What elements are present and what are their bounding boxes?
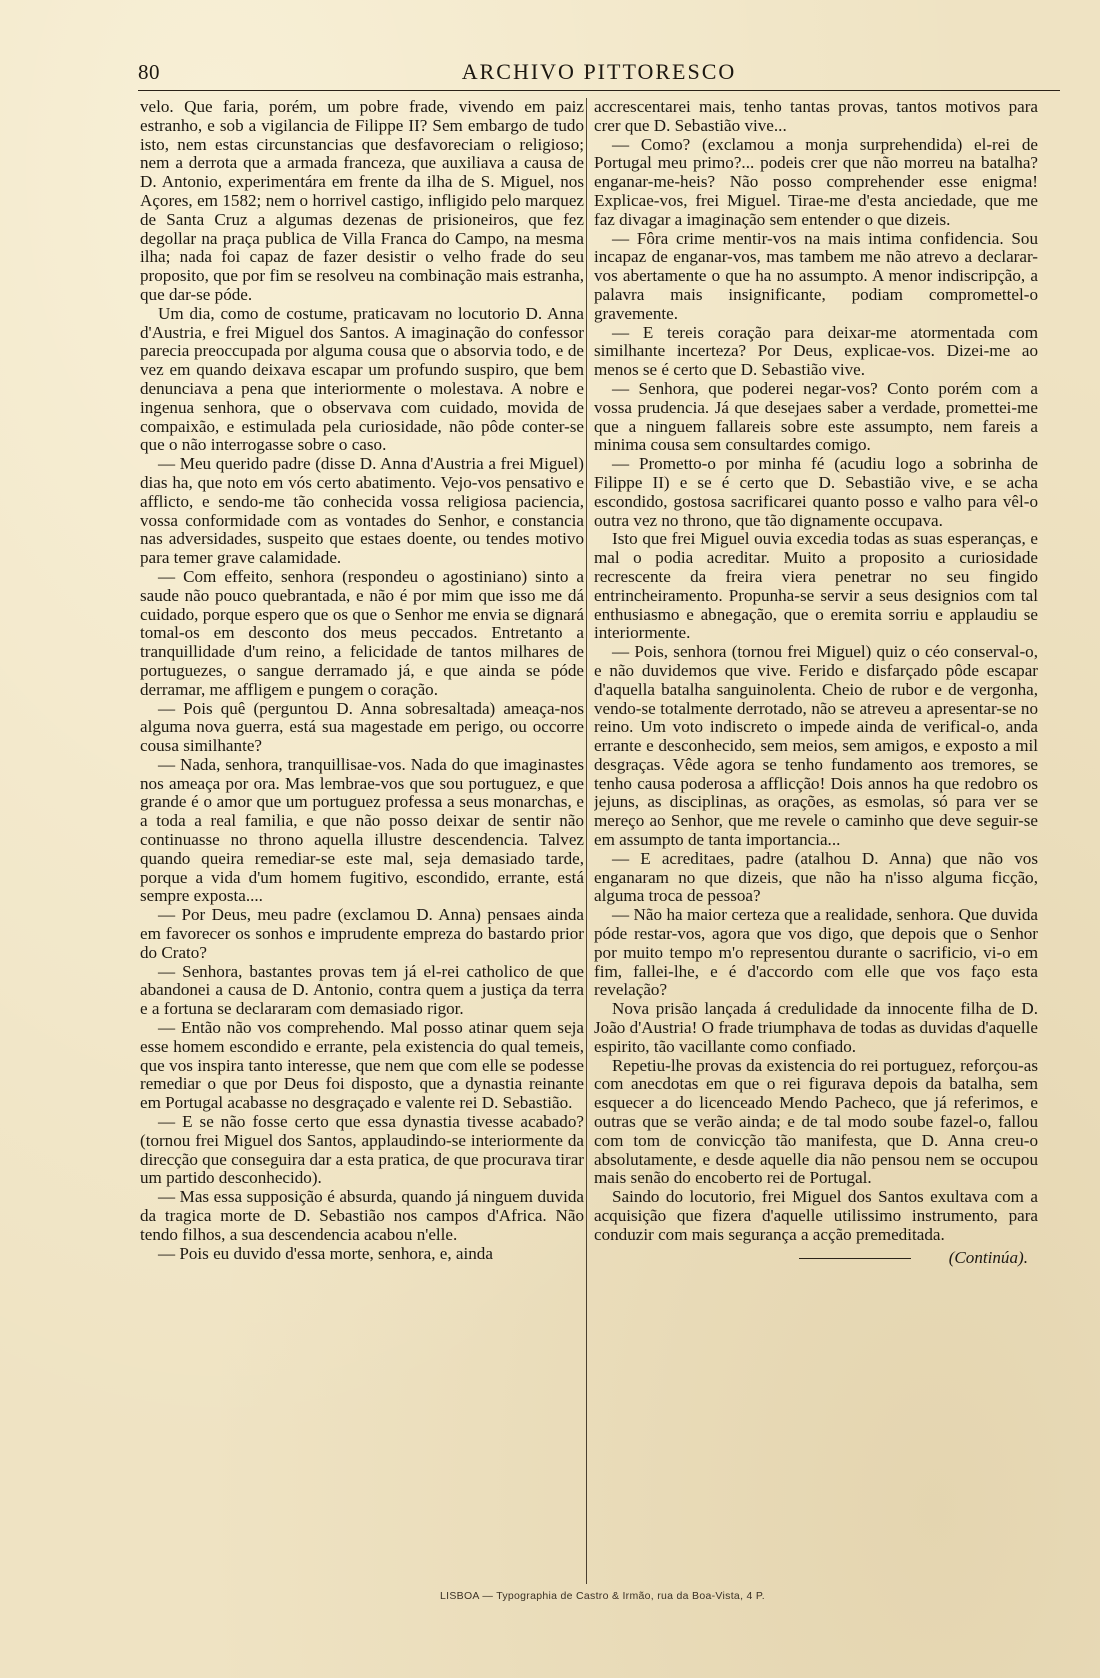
paragraph: — Meu querido padre (disse D. Anna d'Austria a frei Miguel) dias ha, que noto em vós certo abatimento. Vejo-vos pensativo e afflicto, e sendo-me tão conhecida vossa religiosa paciencia, vossa conformidade com as vontades do Senhor, e constancia nas adversidades, suspeito que estaes doente, ou tendes motivo para temer grave calamidade. — [140, 454, 584, 568]
column-divider — [586, 98, 587, 1584]
paragraph: — Senhora, bastantes provas tem já el-rei catholico de que abandonei a causa de D. Antonio, contra quem a justiça da terra e a fortuna se declararam com demasiado rigor. — [140, 961, 584, 1019]
paragraph: — Como? (exclamou a monja surprehendida) el-rei de Portugal meu primo?... podeis crer que não morreu na batalha? enganar-me-heis? Não posso comprehender esse enigma! Explicae-vos, frei Miguel. Tirae-me d'esta anciedade, que me faz divagar a imaginação sem entender o que dizeis. — [594, 134, 1038, 229]
paragraph: — Não ha maior certeza que a realidade, senhora. Que duvida póde restar-vos, agora que vos digo, que depois que o Senhor por muito tempo m'o representou durante o sacrificio, vi-o em fim, fallei-lhe, e é d'accordo com elle que vos faço esta revelação? — [594, 905, 1038, 1000]
paragraph: — Por Deus, meu padre (exclamou D. Anna) pensaes ainda em favorecer os sonhos e imprudente empreza do bastardo prior do Crato? — [140, 905, 584, 962]
paragraph: — E tereis coração para deixar-me atormentada com similhante incerteza? Por Deus, explicae-vos. Dizei-me ao menos se é certo que D. Sebastião vive. — [594, 322, 1038, 380]
paragraph: Saindo do locutorio, frei Miguel dos Santos exultava com a acquisição que fizera d'aquelle utilissimo instrumento, para conduzir com mais segurança a acção premeditada. — [594, 1187, 1038, 1244]
paragraph: — Com effeito, senhora (respondeu o agostiniano) sinto a saude não pouco quebrantada, e não é por mim que isso me dá cuidado, porque espero que os que o Senhor me envia se dignará tomal-os em desconto dos meus peccados. Entretanto a tranquillidade d'um reino, a felicidade de tantos milhares de portuguezes, o sangue derramado já, e que ainda se póde derramar, me affligem e pungem o coração. — [140, 566, 584, 699]
printer-imprint: LISBOA — Typographia de Castro & Irmão, rua da Boa-Vista, 4 P. — [440, 1590, 766, 1602]
paragraph: — Pois quê (perguntou D. Anna sobresaltada) ameaça-nos alguma nova guerra, está sua magestade em perigo, ou occorre cousa similhante? — [140, 698, 584, 756]
page-header — [138, 56, 1060, 90]
paragraph: Repetiu-lhe provas da existencia do rei portuguez, reforçou-as com anecdotas em que o rei figurava depois da batalha, sem esquecer a do licenceado Mendo Pacheco, que já referimos, e outras que se verão ainda; e de tal modo soube fazel-o, fallou com tom de convicção tão manifesta, que D. Anna creu-o absolutamente, e desde aquelle dia não pensou nem se occupou mais senão do encoberto rei de Portugal. — [594, 1055, 1038, 1188]
paragraph: — Pois, senhora (tornou frei Miguel) quiz o céo conserval-o, e não duvidemos que vive. Ferido e disfarçado pôde escapar d'aquella batalha sanguinolenta. Cheio de rubor e de vergonha, vendo-se totalmente derrotado, não se atreveu a apresentar-se no reino. Um voto indiscreto o impede ainda de verifical-o, anda errante e desconhecido, sem meios, sem amigos, e exposto a mil desgraças. Vêde agora se tenho fundamento aos tremores, se tenho causa poderosa a afflicção! Dois annos ha que redobro os jejuns, as disciplinas, as orações, as esmolas, só para ver se mereço ao Senhor, que me revele o caminho que deve seguir-se em assumpto de tanta importancia... — [594, 642, 1038, 850]
paragraph: — Prometto-o por minha fé (acudiu logo a sobrinha de Filippe II) e se é certo que D. Sebastião vive, e se acha escondido, gostosa sacrificarei quanto posso e valho para vêl-o outra vez no throno, que tão dignamente occupava. — [594, 454, 1038, 530]
paragraph: — Nada, senhora, tranquillisae-vos. Nada do que imaginastes nos ameaça por ora. Mas lembrae-vos que sou portuguez, e que grande é o amor que um portuguez professa a seus monarchas, e a toda a real familia, e que não posso deixar de sentir não continuasse no throno aquella illustre descendencia. Talvez quando queira remediar-se este mal, seja demasiado tarde, porque a vida d'um homem fugitivo, escondido, errante, está sempre exposta.... — [140, 754, 584, 906]
paragraph: — Pois eu duvido d'essa morte, senhora, e, ainda — [158, 1243, 493, 1263]
right-column — [594, 98, 1038, 1582]
running-title: ARCHIVO PITTORESCO — [461, 59, 737, 84]
paragraph: velo. Que faria, porém, um pobre frade, vivendo em paiz estranho, e sob a vigilancia de Filippe II? Sem embargo de tudo isto, nem estas circunstancias que desfavoreciam o religioso; nem a derrota que a armada franceza, que auxiliava a causa de D. Antonio, experimentára em frente da ilha de S. Miguel, nos Açores, em 1582; nem o horrivel castigo, infligido pelo marquez de Santa Cruz a algumas dezenas de prisioneiros, que fez degollar na praça publica de Villa Franca do Campo, na mesma ilha; nada foi capaz de fazer desistir o velho frade do seu proposito, que por fim se resolveu na combinação mais estranha, que dar-se póde. — [140, 98, 584, 304]
paragraph: — E se não fosse certo que essa dynastia tivesse acabado? (tornou frei Miguel dos Santos, applaudindo-se interiormente da direcção que conseguira dar a esta pratica, de que procurava tirar um partido desconhecido). — [140, 1112, 584, 1188]
left-column — [140, 98, 584, 1582]
paragraph: Um dia, como de costume, praticavam no locutorio D. Anna d'Austria, e frei Miguel dos Santos. A imaginação do confessor parecia preoccupada por alguma cousa que o absorvia todo, e de vez em quando deixava escapar um profundo suspiro, que bem denunciava a pena que interiormente o molestava. A nobre e ingenua senhora, que o observava com cuidado, movida de compaixão, e estimulada pela curiosidade, não pôde conter-se que o não interrogasse sobre o caso. — [140, 303, 584, 455]
paragraph: Isto que frei Miguel ouvia excedia todas as suas esperanças, e mal o podia acreditar. Muito a proposito a curiosidade recrescente da freira viera penetrar no seu fingido entrincheiramento. Propunha-se servir a seus designios com tal enthusiasmo e abnegação, que o eremita sorriu e applaudiu se interiormente. — [594, 529, 1038, 643]
end-rule — [799, 1258, 911, 1259]
paragraph: accrescentarei mais, tenho tantas provas, tantos motivos para crer que D. Sebastião vive... — [594, 98, 1038, 135]
paragraph: — E acreditaes, padre (atalhou D. Anna) que não vos enganaram no que dizeis, que não ha n'isso alguma ficção, alguma troca de pessoa? — [594, 848, 1038, 906]
page-number: 80 — [138, 60, 160, 84]
paragraph: — Fôra crime mentir-vos na mais intima confidencia. Sou incapaz de enganar-vos, mas tambem me não atrevo a declarar-vos abertamente o que ha no assumpto. A menor indiscripção, a palavra mais insignificante, podiam compromettel-o gravemente. — [594, 228, 1038, 323]
paragraph: — Senhora, que poderei negar-vos? Conto porém com a vossa prudencia. Já que desejaes saber a verdade, promettei-me que a ninguem fallareis sobre este assumpto, nem fareis a minima cousa sem consultardes comigo. — [594, 378, 1038, 455]
paragraph: — Mas essa supposição é absurda, quando já ninguem duvida da tragica morte de D. Sebastião nos campos d'Africa. Não tendo filhos, a sua descendencia acabou n'elle. — [140, 1187, 584, 1244]
continuation-line — [594, 1249, 1038, 1268]
paragraph: Nova prisão lançada á credulidade da innocente filha de D. João d'Austria! O frade triumphava de todas as duvidas d'aquelle espirito, tão vacillante como confiado. — [594, 999, 1038, 1056]
continua-label: (Continúa). — [948, 1247, 1028, 1267]
header-rule — [138, 90, 1060, 91]
paragraph: — Então não vos comprehendo. Mal posso atinar quem seja esse homem escondido e errante, pela existencia do qual temeis, que vos inspira tanto interesse, que nem que com elle se podesse remediar o que por Deus foi disposto, que a dynastia reinante em Portugal acabasse no desgraçado e valente rei D. Sebastião. — [140, 1018, 584, 1113]
